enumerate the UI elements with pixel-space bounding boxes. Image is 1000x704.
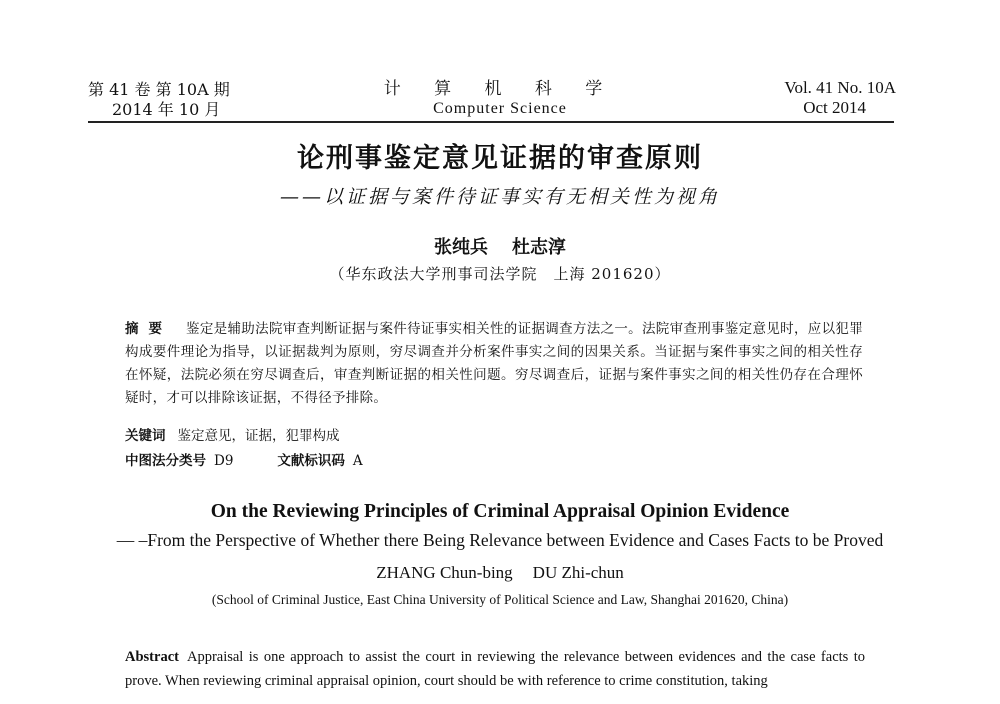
date-en: Oct 2014	[803, 98, 866, 117]
abstract-zh-text: 鉴定是辅助法院审查判断证据与案件待证事实相关性的证据调查方法之一。法院审查刑事鉴定意见时，应以犯罪构成要件理论为指导，以证据裁判为原则，穷尽调查并分析案件事实之间的因果关系。当证据与案件事实之间的相关性存在怀疑，法院必须在穷尽调查后，审查判断证据的相关性问题。穷尽调查后，证据与案件事实之间的相关性仍存在合理怀疑时，才可以排除该证据，不得径予排除。	[125, 321, 864, 406]
keywords-zh-text: 鉴定意见，证据，犯罪构成	[177, 428, 340, 444]
abstract-zh	[125, 318, 863, 410]
author-zh: 杜志淳	[512, 237, 566, 258]
authors-en	[150, 563, 850, 583]
paper-title-en: On the Reviewing Principles of Criminal Appraisal Opinion Evidence	[210, 501, 790, 522]
journal-name-en: Computer Science	[433, 100, 567, 117]
affiliation-en: (School of Criminal Justice, East China University of Political Science and Law, Shanghai 201620, China)	[211, 592, 789, 607]
paper-title-zh: 论刑事鉴定意见证据的审查原则	[297, 143, 703, 174]
classification-zh	[125, 449, 863, 469]
header-divider	[88, 121, 894, 123]
journal-name	[380, 79, 620, 119]
affiliation-zh: （华东政法大学刑事司法学院 上海 201620）	[329, 265, 671, 283]
abstract-en-text: Appraisal is one approach to assist the court in reviewing the relevance between evidences and the case facts to prove. When reviewing criminal appraisal opinion, court should be with reference to crime constitution, taking	[125, 649, 865, 689]
author-zh: 张纯兵	[434, 237, 488, 258]
date-zh: 2014 年 10 月	[112, 100, 221, 119]
volume-issue-zh: 第 41 卷 第 10A 期	[88, 80, 230, 99]
doc-code-value: A	[352, 453, 363, 469]
abstract-en-label: Abstract	[125, 649, 179, 665]
abstract-zh-label: 摘要	[125, 321, 173, 337]
clc-value: D9	[214, 453, 234, 469]
journal-name-zh: 计 算 机 科 学	[383, 79, 617, 99]
authors-zh	[150, 233, 850, 259]
abstract-en	[125, 645, 865, 693]
doc-code-label: 文献标识码	[277, 453, 345, 469]
keywords-zh	[125, 424, 863, 444]
paper-subtitle-en: — –From the Perspective of Whether there Being Relevance between Evidence and Cases Facts to be Proved	[116, 530, 884, 550]
clc-label: 中图法分类号	[125, 453, 206, 469]
journal-issue-info-zh	[88, 80, 308, 120]
journal-issue-info-en	[700, 78, 896, 118]
volume-issue-en: Vol. 41 No. 10A	[784, 78, 896, 97]
author-en: DU Zhi-chun	[532, 563, 624, 582]
keywords-zh-label: 关键词	[125, 428, 166, 444]
author-en: ZHANG Chun-bing	[376, 563, 513, 582]
paper-subtitle-zh: ——以证据与案件待证事实有无相关性为视角	[279, 186, 720, 208]
